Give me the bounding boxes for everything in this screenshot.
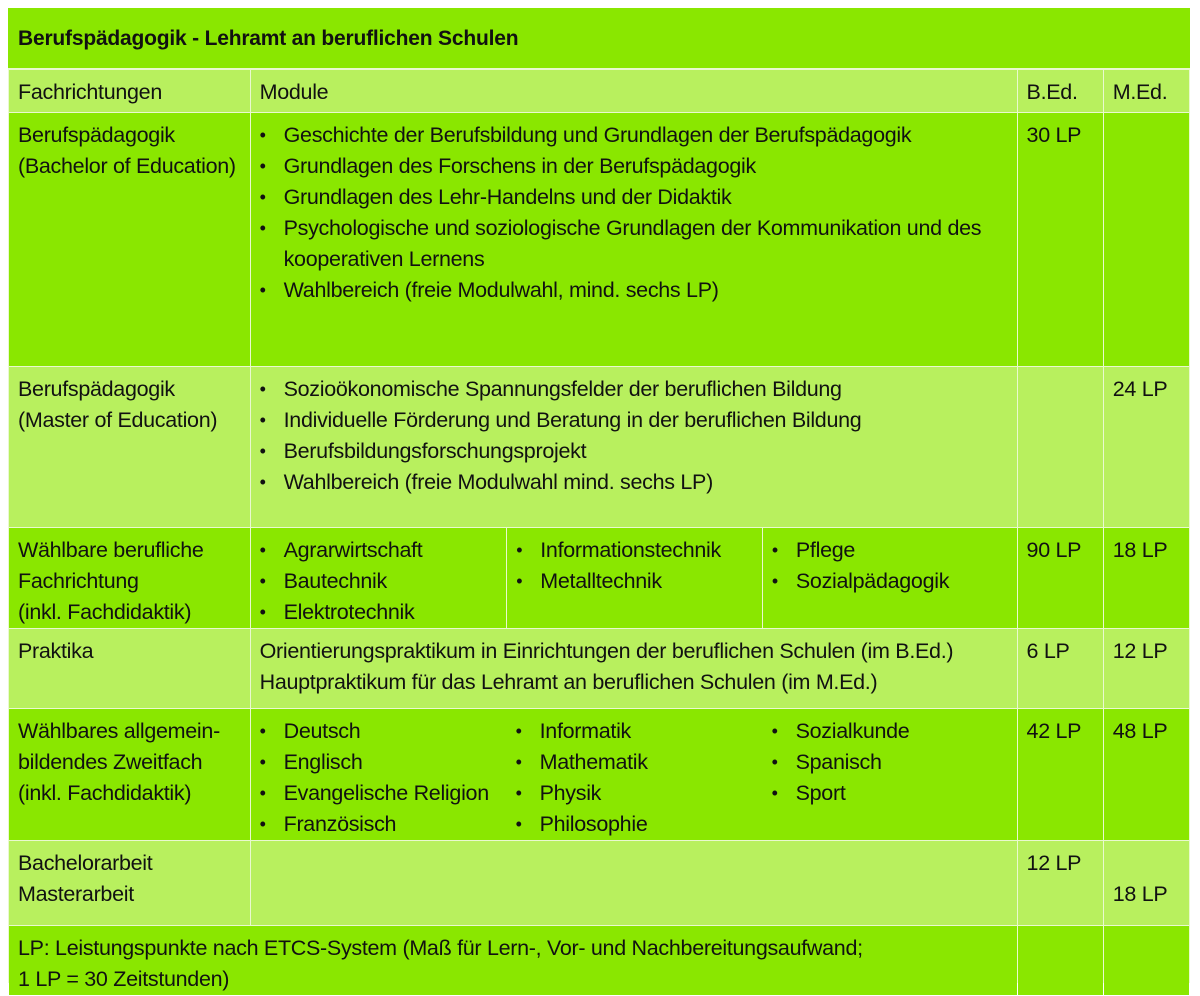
subject-columns	[251, 709, 1017, 840]
row-name-line: (inkl. Fachdidaktik)	[18, 600, 192, 624]
list-item: • Englisch	[260, 747, 507, 778]
bed-value: 6 LP	[1018, 629, 1103, 708]
row-name-line: Wählbare berufliche	[18, 538, 204, 562]
list-item: • Geschichte der Berufsbildung und Grundlagen der Berufspädagogik	[260, 120, 1009, 151]
bed-value: 12 LP	[1018, 841, 1103, 925]
list-item: • Informatik	[516, 716, 763, 747]
module-list-cell	[251, 367, 1017, 527]
footnote-line: LP: Leistungspunkte nach ETCS-System (Maß für Lern-, Vor- und Nachbereitungsaufwand;	[18, 936, 863, 960]
table-row	[9, 709, 1189, 840]
module-grid	[8, 69, 1190, 996]
subject-column	[763, 528, 1017, 628]
list-item: • Grundlagen des Forschens in der Berufspädagogik	[260, 151, 1009, 182]
bed-value	[1018, 367, 1103, 527]
list-item: • Evangelische Religion	[260, 778, 507, 809]
row-name	[9, 113, 250, 366]
module-list	[260, 374, 1009, 498]
module-line: Hauptpraktikum für das Lehramt an beruflichen Schulen (im M.Ed.)	[259, 670, 878, 694]
med-value: 48 LP	[1104, 709, 1189, 840]
list-item: • Sport	[772, 778, 1013, 809]
table-title: Berufspädagogik - Lehramt an beruflichen Schulen	[8, 8, 1190, 68]
footnote-line: 1 LP = 30 Zeitstunden)	[18, 967, 230, 991]
row-name-line: Bachelorarbeit	[18, 851, 153, 875]
list-item: • Psychologische und soziologische Grundlagen der Kommunikation und des kooperativen Lernens	[260, 213, 1009, 275]
header-fachrichtungen: Fachrichtungen	[9, 70, 250, 112]
med-value	[1104, 113, 1189, 366]
list-item: • Sozioökonomische Spannungsfelder der beruflichen Bildung	[260, 374, 1009, 405]
list-item: • Bautechnik	[260, 566, 499, 597]
row-name	[9, 367, 250, 527]
list-item: • Französisch	[260, 809, 507, 840]
row-name-line: Berufspädagogik	[18, 377, 175, 401]
row-name-line: bildendes Zweitfach	[18, 750, 203, 774]
med-value: 12 LP	[1104, 629, 1189, 708]
list-item: • Mathematik	[516, 747, 763, 778]
table-row	[9, 113, 1189, 366]
list-item: • Wahlbereich (freie Modulwahl, mind. sechs LP)	[260, 275, 1009, 306]
module-list-cell	[251, 113, 1017, 366]
module-text-cell	[251, 629, 1017, 708]
list-item: • Sozialkunde	[772, 716, 1013, 747]
list-item: • Berufsbildungsforschungsprojekt	[260, 436, 1009, 467]
med-value-text: 18 LP	[1112, 882, 1168, 906]
row-name	[9, 709, 250, 840]
table-row	[9, 367, 1189, 527]
row-name-line: Praktika	[18, 639, 94, 663]
row-name	[9, 841, 250, 925]
subject-column	[507, 528, 762, 628]
row-name-line: Berufspädagogik	[18, 123, 175, 147]
header-bed: B.Ed.	[1018, 70, 1103, 112]
row-name-line: (inkl. Fachdidaktik)	[18, 781, 192, 805]
row-name-line: Wählbares allgemein-	[18, 719, 220, 743]
list-item: • Physik	[516, 778, 763, 809]
list-item: • Wahlbereich (freie Modulwahl mind. sechs LP)	[260, 467, 1009, 498]
empty-module-cell	[251, 841, 1017, 925]
row-name	[9, 629, 250, 708]
header-row	[9, 70, 1189, 112]
row-name-line: Masterarbeit	[18, 882, 134, 906]
subject-column	[251, 528, 507, 628]
header-med: M.Ed.	[1104, 70, 1189, 112]
module-line: Orientierungspraktikum in Einrichtungen der beruflichen Schulen (im B.Ed.)	[259, 639, 954, 663]
list-item: • Grundlagen des Lehr-Handelns und der Didaktik	[260, 182, 1009, 213]
med-spacer	[1113, 848, 1181, 879]
table-row	[9, 841, 1189, 925]
bed-value: 30 LP	[1018, 113, 1103, 366]
list-item: • Pflege	[772, 535, 1009, 566]
list-item: • Metalltechnik	[516, 566, 754, 597]
med-value: 24 LP	[1104, 367, 1189, 527]
list-item: • Elektrotechnik	[260, 597, 499, 628]
module-list	[260, 120, 1009, 306]
med-value	[1104, 841, 1189, 925]
table-row	[9, 528, 1189, 628]
list-item: • Agrarwirtschaft	[260, 535, 499, 566]
row-name	[9, 528, 250, 628]
list-item: • Individuelle Förderung und Beratung in der beruflichen Bildung	[260, 405, 1009, 436]
list-item: • Informationstechnik	[516, 535, 754, 566]
row-name-line: (Bachelor of Education)	[18, 154, 236, 178]
bed-value: 42 LP	[1018, 709, 1103, 840]
list-item: • Philosophie	[516, 809, 763, 840]
table-row	[9, 629, 1189, 708]
row-name-line: Fachrichtung	[18, 569, 139, 593]
list-item: • Deutsch	[260, 716, 507, 747]
list-item: • Spanisch	[772, 747, 1013, 778]
program-table	[8, 8, 1190, 991]
bed-value: 90 LP	[1018, 528, 1103, 628]
med-value: 18 LP	[1104, 528, 1189, 628]
row-name-line: (Master of Education)	[18, 408, 218, 432]
list-item: • Sozialpädagogik	[772, 566, 1009, 597]
header-module: Module	[251, 70, 1017, 112]
